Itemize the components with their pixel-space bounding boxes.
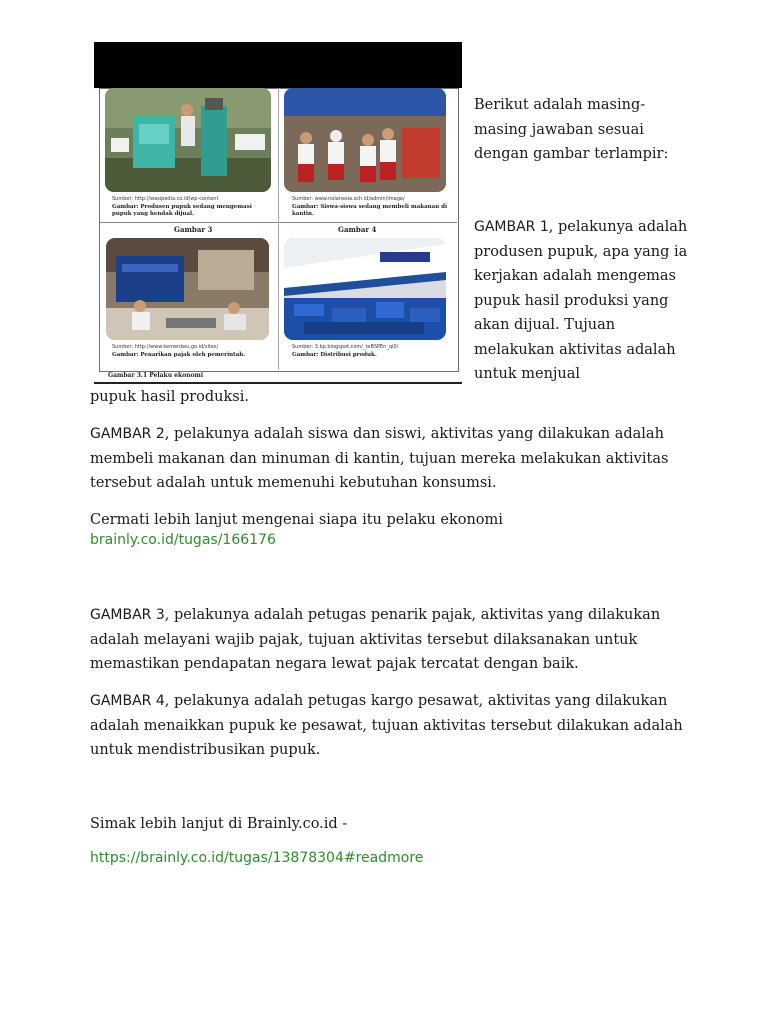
gambar3-paragraph — [90, 603, 690, 677]
panel4-caption: Gambar: Distribusi produk. — [292, 352, 377, 358]
intro-text: Berikut adalah masing-masing jawaban sesuai dengan gambar terlampir: — [474, 97, 669, 162]
photo-cargo-plane — [284, 238, 446, 340]
gambar4-label: GAMBAR 4 — [90, 693, 165, 709]
panel2-caption: Gambar: Siswa-siswa sedang membeli makanan di kantin. — [292, 204, 448, 217]
intro-paragraph — [474, 93, 689, 167]
gambar1-continuation: pupuk hasil produksi. — [90, 389, 249, 405]
more-info-1-text: Cermati lebih lanjut mengenai siapa itu pelaku ekonomi — [90, 512, 503, 528]
redaction-bar — [94, 42, 462, 88]
gambar1-paragraph — [474, 215, 689, 387]
panel3-source: Sumber: http://www.kemenkeu.go.id/sites/ — [112, 344, 219, 350]
economic-actors-figure — [94, 42, 462, 384]
photo-fertilizer-producer — [105, 88, 271, 192]
gambar3-label: GAMBAR 3 — [90, 607, 165, 623]
panel3-title: Gambar 3 — [174, 225, 213, 234]
photo-tax-office — [106, 238, 269, 340]
panel4-source: Sumber: 3.bp.blogspot.com/_teBSPEn_qi0/ — [292, 344, 399, 350]
gambar4-text: , pelakunya adalah petugas kargo pesawat, aktivitas yang dilakukan adalah menaikkan pupuk ke pesawat, tujuan aktivitas tersebut dilakukan adalah untuk mendistribusikan pupuk. — [90, 693, 683, 758]
gambar2-text: , pelakunya adalah siswa dan siswi, aktivitas yang dilakukan adalah membeli makanan dan minuman di kantin, tujuan mereka melakukan aktivitas tersebut adalah untuk memenuhi kebutuhan konsumsi. — [90, 426, 669, 491]
panel2-source: Sumber: www.nolanesia.sch.id/admin/image/ — [292, 196, 405, 202]
more-info-2-text: Simak lebih lanjut di Brainly.co.id - — [90, 816, 348, 832]
gambar3-text: , pelakunya adalah petugas penarik pajak, aktivitas yang dilakukan adalah melayani wajib pajak, tujuan aktivitas tersebut dilaksanakan untuk memastikan pendapatan negara lewat pajak tercatat dengan baik. — [90, 607, 661, 672]
figure-caption: Gambar 3.1 Pelaku ekonomi — [108, 372, 204, 379]
gambar1-label: GAMBAR 1 — [474, 219, 549, 235]
gambar2-label: GAMBAR 2 — [90, 426, 165, 442]
gambar4-paragraph — [90, 689, 690, 763]
more-info-2-link[interactable]: https://brainly.co.id/tugas/13878304#readmore — [90, 850, 424, 866]
photo-students-canteen — [284, 88, 446, 192]
more-info-1-link[interactable]: brainly.co.id/tugas/166176 — [90, 532, 276, 548]
panel1-source: Sumber: http://wasipedia.co.id/wp-content — [112, 196, 219, 202]
panel4-title: Gambar 4 — [338, 225, 377, 234]
gambar1-side-text: , pelakunya adalah produsen pupuk, apa yang ia kerjakan adalah mengemas pupuk hasil produksi yang akan dijual. Tujuan melakukan aktivitas adalah untuk menjual — [474, 219, 688, 382]
figure-divider-vertical — [278, 88, 279, 370]
figure-bottom-rule — [94, 382, 462, 384]
gambar2-paragraph — [90, 422, 690, 496]
panel1-caption: Gambar: Produsen pupuk sedang mengemasi pupuk yang hendak dijual. — [112, 204, 252, 217]
panel3-caption: Gambar: Penarikan pajak oleh pemerintah. — [112, 352, 246, 358]
